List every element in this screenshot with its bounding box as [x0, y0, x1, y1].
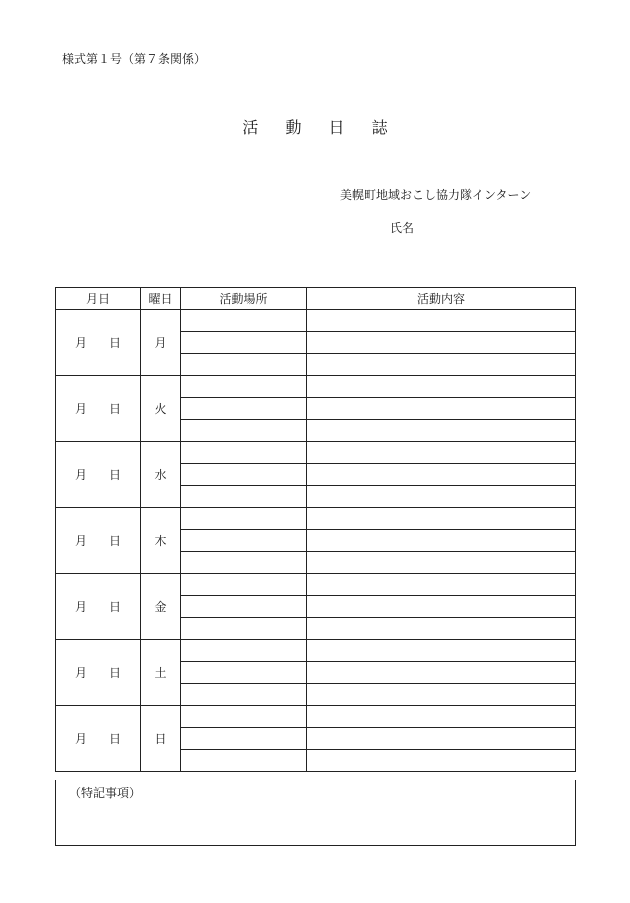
content-cell[interactable] [307, 596, 576, 618]
header-weekday: 曜日 [141, 288, 181, 310]
title-char: 活 [242, 118, 259, 137]
place-cell[interactable] [181, 552, 307, 574]
place-cell[interactable] [181, 486, 307, 508]
content-cell[interactable] [307, 442, 576, 464]
table-row [56, 376, 576, 398]
place-cell[interactable] [181, 464, 307, 486]
content-cell[interactable] [307, 640, 576, 662]
page-title [0, 115, 630, 138]
activity-log-table [55, 287, 576, 772]
month-label: 月 [74, 468, 87, 482]
content-cell[interactable] [307, 354, 576, 376]
header-date: 月日 [56, 288, 141, 310]
day-label: 日 [109, 600, 122, 614]
special-notes-label: （特記事項） [69, 786, 142, 800]
content-cell[interactable] [307, 574, 576, 596]
date-cell[interactable] [56, 574, 141, 640]
place-cell[interactable] [181, 574, 307, 596]
place-cell[interactable] [181, 596, 307, 618]
place-cell[interactable] [181, 376, 307, 398]
weekday-cell: 日 [141, 706, 181, 772]
content-cell[interactable] [307, 508, 576, 530]
title-char: 動 [285, 118, 302, 137]
place-cell[interactable] [181, 420, 307, 442]
content-cell[interactable] [307, 376, 576, 398]
date-cell[interactable] [56, 376, 141, 442]
date-cell[interactable] [56, 310, 141, 376]
day-label: 日 [109, 468, 122, 482]
month-label: 月 [74, 732, 87, 746]
weekday-cell: 火 [141, 376, 181, 442]
content-cell[interactable] [307, 728, 576, 750]
content-cell[interactable] [307, 552, 576, 574]
title-char: 誌 [371, 118, 388, 137]
month-label: 月 [74, 534, 87, 548]
content-cell[interactable] [307, 332, 576, 354]
content-cell[interactable] [307, 310, 576, 332]
organization-name: 美幌町地域おこし協力隊インターン [340, 188, 532, 202]
table-row [56, 640, 576, 662]
weekday-cell: 月 [141, 310, 181, 376]
table-row [56, 574, 576, 596]
content-cell[interactable] [307, 420, 576, 442]
date-cell[interactable] [56, 442, 141, 508]
month-label: 月 [74, 336, 87, 350]
table-header-row [56, 288, 576, 310]
header-content: 活動内容 [307, 288, 576, 310]
date-cell[interactable] [56, 640, 141, 706]
place-cell[interactable] [181, 728, 307, 750]
place-cell[interactable] [181, 662, 307, 684]
date-cell[interactable] [56, 706, 141, 772]
table-row [56, 442, 576, 464]
place-cell[interactable] [181, 398, 307, 420]
content-cell[interactable] [307, 750, 576, 772]
content-cell[interactable] [307, 618, 576, 640]
content-cell[interactable] [307, 398, 576, 420]
special-notes-box[interactable] [55, 780, 576, 846]
place-cell[interactable] [181, 310, 307, 332]
place-cell[interactable] [181, 640, 307, 662]
month-label: 月 [74, 402, 87, 416]
place-cell[interactable] [181, 508, 307, 530]
content-cell[interactable] [307, 530, 576, 552]
header-place: 活動場所 [181, 288, 307, 310]
place-cell[interactable] [181, 750, 307, 772]
day-label: 日 [109, 534, 122, 548]
place-cell[interactable] [181, 354, 307, 376]
content-cell[interactable] [307, 662, 576, 684]
day-label: 日 [109, 666, 122, 680]
date-cell[interactable] [56, 508, 141, 574]
table-row [56, 706, 576, 728]
place-cell[interactable] [181, 618, 307, 640]
title-char: 日 [328, 118, 345, 137]
place-cell[interactable] [181, 684, 307, 706]
month-label: 月 [74, 600, 87, 614]
weekday-cell: 木 [141, 508, 181, 574]
weekday-cell: 土 [141, 640, 181, 706]
month-label: 月 [74, 666, 87, 680]
place-cell[interactable] [181, 530, 307, 552]
day-label: 日 [109, 732, 122, 746]
place-cell[interactable] [181, 706, 307, 728]
content-cell[interactable] [307, 486, 576, 508]
day-label: 日 [109, 402, 122, 416]
form-number: 様式第１号（第７条関係） [62, 52, 207, 66]
table-body [56, 310, 576, 772]
weekday-cell: 金 [141, 574, 181, 640]
name-label: 氏名 [390, 221, 415, 235]
day-label: 日 [109, 336, 122, 350]
content-cell[interactable] [307, 706, 576, 728]
table-row [56, 508, 576, 530]
place-cell[interactable] [181, 332, 307, 354]
place-cell[interactable] [181, 442, 307, 464]
weekday-cell: 水 [141, 442, 181, 508]
content-cell[interactable] [307, 464, 576, 486]
content-cell[interactable] [307, 684, 576, 706]
table-row [56, 310, 576, 332]
